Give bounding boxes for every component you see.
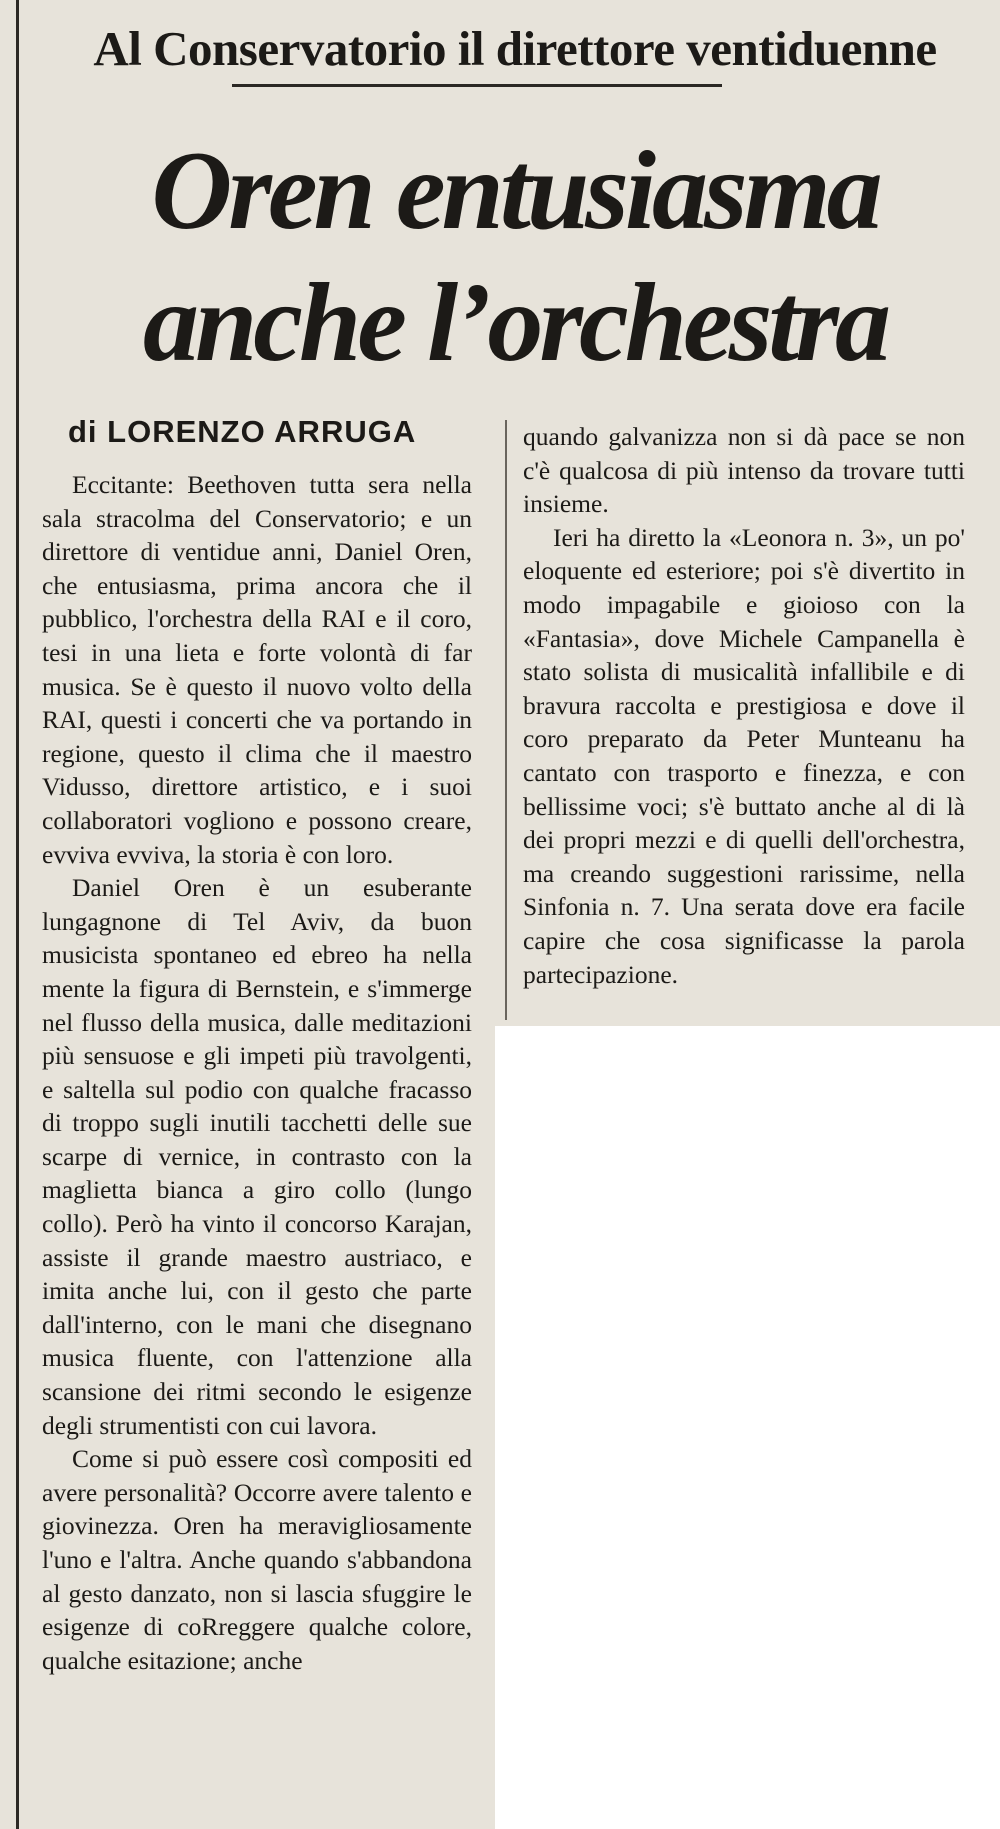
paragraph: Ieri ha diretto la «Leonora n. 3», un po' eloquente ed esteriore; poi s'è divertito in modo impagabile e gioioso con la «Fantasia», dove Michele Campanella è stato solista di musicalità infallibile e di bravura raccolta e prestigiosa e dove il coro preparato da Peter Munteanu ha cantato con trasporto e finezza, e con bellissime voci; s'è buttato anche al di là dei propri mezzi e di quelli dell'orchestra, ma creando suggestioni rarissime, nella Sinfonia n. 7. Una serata dove era facile capire che cosa significasse la parola partecipazione.	[523, 522, 965, 989]
paragraph-continued: quando galvanizza non si dà pace se non c'è qualcosa di più intenso da trovare tutti insieme.	[523, 422, 965, 519]
kicker: Al Conservatorio il direttore ventiduenne	[93, 21, 937, 76]
column-divider	[505, 420, 507, 1020]
headline	[40, 125, 990, 389]
byline: di LORENZO ARRUGA	[68, 414, 417, 449]
article-column-right	[523, 420, 965, 991]
paragraph: Daniel Oren è un esuberante lungagnone di Tel Aviv, da buon musicista spontaneo ed ebreo ha nella mente la figura di Bernstein, e s'immerge nel flusso della musica, dalle meditazioni più sensuose e gli impeti più travolgenti, e saltella sul podio con qualche fracasso di troppo sugli inutili tacchetti delle sue scarpe di vernice, in contrasto con la maglietta bianca a giro collo (lungo collo). Però ha vinto il concorso Karajan, assiste il grande maestro austriaco, e imita anche lui, con il gesto che parte dall'interno, con le mani che disegnano musica fluente, con l'attenzione alla scansione dei ritmi secondo le esigenze degli strumentisti con cui lavora.	[42, 873, 472, 1440]
headline-line-2: anche l’orchestra	[143, 261, 887, 385]
headline-line-1: Oren entusiasma	[151, 129, 879, 253]
kicker-underline	[232, 84, 722, 87]
paragraph: Eccitante: Beethoven tutta sera nella sala stracolma del Conservatorio; e un direttore di ventidue anni, Daniel Oren, che entusiasma, prima ancora che il pubblico, l'orchestra della RAI e il coro, tesi in una lieta e forte volontà di far musica. Se è questo il nuovo volto della RAI, questi i concerti che va portando in regione, questo il clima che il maestro Vidusso, direttore artistico, e i suoi collaboratori vogliono e possono creare, evviva evviva, la storia è con loro.	[42, 470, 472, 869]
paragraph: Come si può essere così compositi ed avere personalità? Occorre avere talento e giovinezza. Oren ha meravigliosamente l'uno e l'altra. Anche quando s'abbandona al gesto danzato, non si lascia sfuggire le esigenze di coRreggere qualche colore, qualche esitazione; anche	[42, 1444, 472, 1675]
article-column-left	[42, 468, 472, 1677]
margin-rule	[16, 0, 19, 1829]
